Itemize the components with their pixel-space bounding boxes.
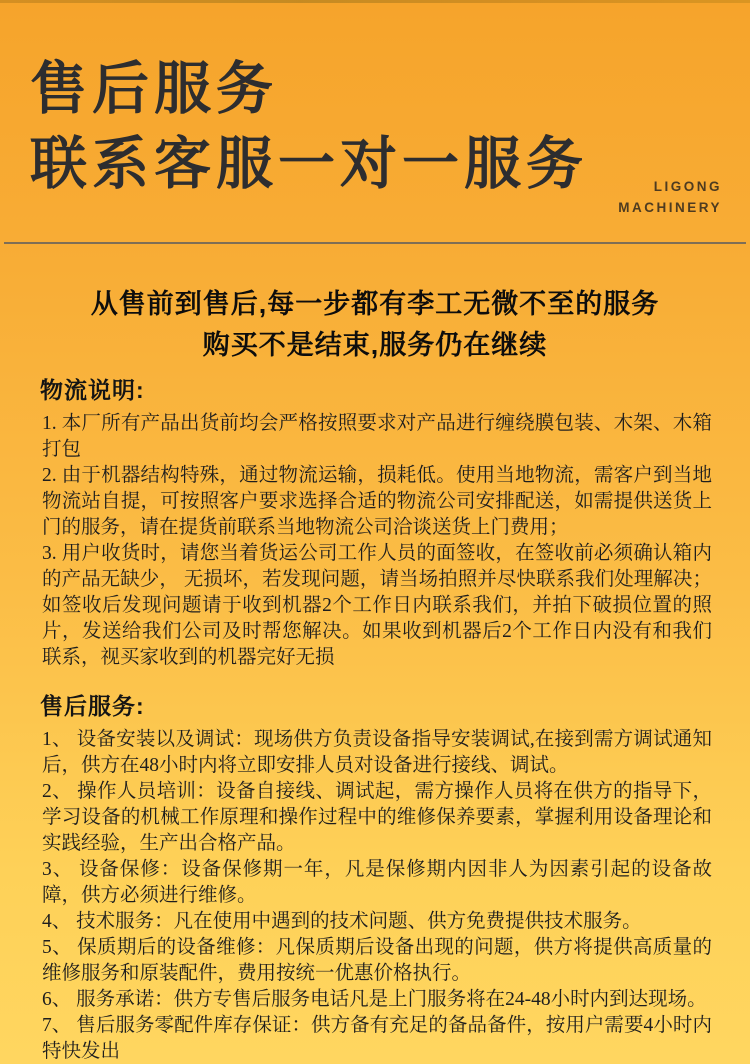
brand-logo — [618, 176, 722, 218]
list-item: 7、 售后服务零配件库存保证：供方备有充足的备品备件，按用户需要4小时内特快发出 — [42, 1015, 712, 1062]
list-item: 1. 本厂所有产品出货前均会严格按照要求对产品进行缠绕膜包装、木架、木箱打包 — [42, 413, 712, 460]
list-item: 6、 服务承诺：供方专售后服务电话凡是上门服务将在24-48小时内到达现场。 — [42, 989, 707, 1010]
brand-line-1: LIGONG — [653, 179, 722, 194]
after-sales-list — [42, 727, 712, 1064]
page-title — [30, 52, 588, 202]
slogan — [0, 284, 750, 366]
title-line-1: 售后服务 — [30, 57, 278, 121]
list-item: 3、 设备保修：设备保修期一年，凡是保修期内因非人为因素引起的设备故障，供方必须进行维修。 — [42, 859, 712, 906]
list-item: 5、 保质期后的设备维修：凡保质期后设备出现的问题，供方将提供高质量的维修服务和原装配件，费用按统一优惠价格执行。 — [42, 937, 712, 984]
list-item: 2、 操作人员培训：设备自接线、调试起，需方操作人员将在供方的指导下，学习设备的机械工作原理和操作过程中的维修保养要素，掌握利用设备理论和实践经验，生产出合格产品。 — [42, 781, 712, 854]
header-divider — [4, 242, 746, 244]
list-item: 3. 用户收货时，请您当着货运公司工作人员的面签收，在签收前必须确认箱内的产品无缺少， 无损坏，若发现问题，请当场拍照并尽快联系我们处理解决；如签收后发现问题请于收到机器2个工作日内联系我们，并拍下破损位置的照片，发送给我们公司及时帮您解决。如果收到机器后2个工作日内没有和我们联系，视买家收到的机器完好无损 — [42, 543, 712, 668]
title-line-2: 联系客服一对一服务 — [30, 132, 588, 196]
top-border-strip — [0, 0, 750, 3]
list-item: 4、 技术服务：凡在使用中遇到的技术问题、供方免费提供技术服务。 — [42, 911, 642, 932]
logistics-heading: 物流说明: — [40, 377, 145, 403]
list-item: 2. 由于机器结构特殊，通过物流运输，损耗低。使用当地物流，需客户到当地物流站自提，可按照客户要求选择合适的物流公司安排配送，如需提供送货上门的服务，请在提货前联系当地物流公司洽谈送货上门费用； — [42, 465, 712, 538]
content-area — [42, 372, 712, 1064]
brand-line-2: MACHINERY — [618, 200, 722, 215]
slogan-line-2: 购买不是结束,服务仍在继续 — [202, 330, 548, 360]
logistics-list — [42, 411, 712, 671]
slogan-line-1: 从售前到售后,每一步都有李工无微不至的服务 — [90, 289, 660, 319]
after-sales-heading: 售后服务: — [40, 693, 145, 719]
list-item: 1、 设备安装以及调试：现场供方负责设备指导安装调试,在接到需方调试通知后，供方在48小时内将立即安排人员对设备进行接线、调试。 — [42, 729, 712, 776]
